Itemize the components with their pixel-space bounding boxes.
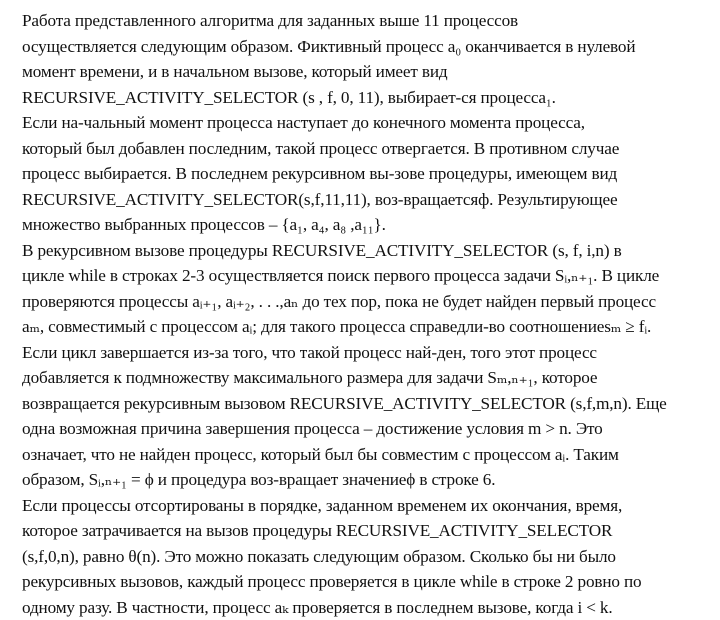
text-line: момент времени, и в начальном вызове, который имеет вид bbox=[22, 59, 706, 85]
text-line: возвращается рекурсивным вызовом RECURSIVE_ACTIVITY_SELECTOR (s,f,m,n). Еще bbox=[22, 391, 706, 417]
text-line: одному разу. В частности, процесс aₖ проверяется в последнем вызове, когда i < k. bbox=[22, 595, 706, 620]
text-line: образом, Sᵢ,ₙ₊₁ = ϕ и процедура воз-вращает значениеϕ в строке 6. bbox=[22, 467, 706, 493]
text-line: которое затрачивается на вызов процедуры RECURSIVE_ACTIVITY_SELECTOR bbox=[22, 518, 706, 544]
text-line: RECURSIVE_ACTIVITY_SELECTOR (s , f, 0, 11), выбирает-ся процессa₁. bbox=[22, 85, 706, 111]
text-line: Если на-чальный момент процесса наступает до конечного момента процесса, bbox=[22, 110, 706, 136]
text-line: Работа представленного алгоритма для заданных выше 11 процессов bbox=[22, 8, 706, 34]
text-line: добавляется к подмножеству максимального размера для задачи Sₘ,ₙ₊₁, которое bbox=[22, 365, 706, 391]
text-line: множество выбранных процессов – {a₁, a₄, a₈ ,a₁₁}. bbox=[22, 212, 706, 238]
text-line: который был добавлен последним, такой процесс отвергается. В противном случае bbox=[22, 136, 706, 162]
text-line: aₘ, совместимый с процессом aᵢ; для такого процесса справедли-во соотношениеsₘ ≥ fᵢ. bbox=[22, 314, 706, 340]
text-line: Если цикл завершается из-за того, что такой процесс най-ден, того этот процесс bbox=[22, 340, 706, 366]
text-line: одна возможная причина завершения процесса – достижение условия m > n. Это bbox=[22, 416, 706, 442]
text-line: (s,f,0,n), равно θ(n). Это можно показать следующим образом. Сколько бы ни было bbox=[22, 544, 706, 570]
text-line: Если процессы отсортированы в порядке, заданном временем их окончания, время, bbox=[22, 493, 706, 519]
text-line: цикле while в строках 2-3 осуществляется поиск первого процесса задачи Sᵢ,ₙ₊₁. В цикле bbox=[22, 263, 706, 289]
text-line: осуществляется следующим образом. Фиктивный процесс a₀ оканчивается в нулевой bbox=[22, 34, 706, 60]
text-line: рекурсивных вызовов, каждый процесс проверяется в цикле while в строке 2 ровно по bbox=[22, 569, 706, 595]
text-line: проверяются процессы aᵢ₊₁, aᵢ₊₂, . . .,aₙ до тех пор, пока не будет найден первый процесс bbox=[22, 289, 706, 315]
text-line: процесс выбирается. В последнем рекурсивном вы-зове процедуры, имеющем вид bbox=[22, 161, 706, 187]
text-line: В рекурсивном вызове процедуры RECURSIVE_ACTIVITY_SELECTOR (s, f, i,n) в bbox=[22, 238, 706, 264]
text-line: означает, что не найден процесс, который был бы совместим с процессом aᵢ. Таким bbox=[22, 442, 706, 468]
text-line: RECURSIVE_ACTIVITY_SELECTOR(s,f,11,11), воз-вращаетсяф. Результирующее bbox=[22, 187, 706, 213]
